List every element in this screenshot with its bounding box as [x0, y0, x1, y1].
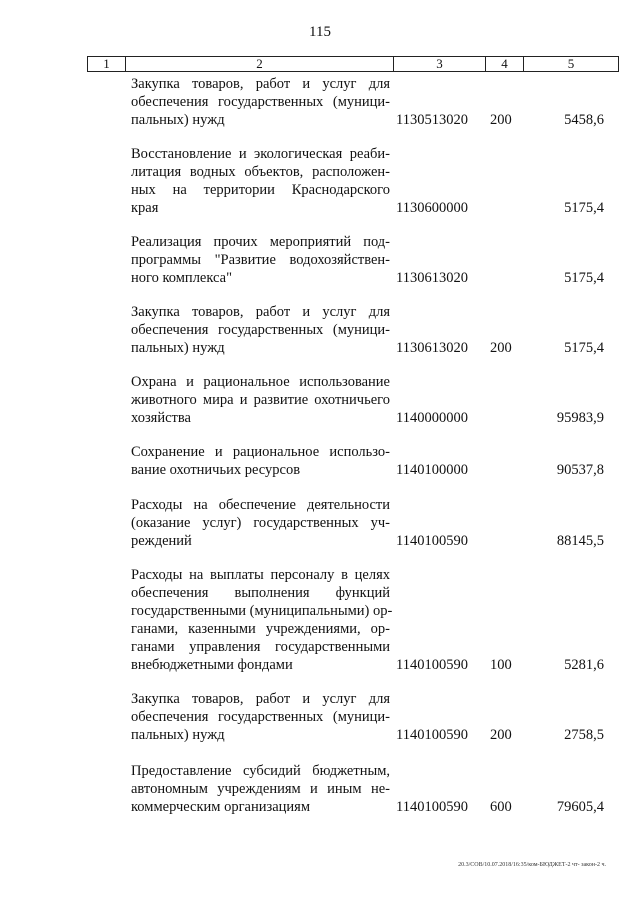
column-header-2: 2: [126, 57, 394, 71]
row-amount: 5175,4: [564, 270, 604, 286]
description-line: Охрана и рациональное использование: [131, 374, 390, 390]
row-amount: 5458,6: [564, 112, 604, 128]
description-line: ных на территории Краснодарского: [131, 182, 390, 198]
table-header: [87, 56, 619, 72]
row-expense-type: 200: [490, 727, 512, 743]
row-code: 1140100590: [396, 799, 468, 815]
description-line: пальных) нужд: [131, 112, 225, 128]
description-line: животного мира и развитие охотничьего: [131, 392, 390, 408]
column-header-5: 5: [567, 56, 575, 71]
row-expense-type: 200: [490, 340, 512, 356]
row-code: 1140100590: [396, 657, 468, 673]
row-amount: 2758,5: [564, 727, 604, 743]
row-code: 1140100590: [396, 533, 468, 549]
row-expense-type: 100: [490, 657, 512, 673]
footer-stamp: 20.3/СОВ/10.07.2018/16:35/ком-БЮДЖЕТ-2 чт- закон-2 ч.: [458, 862, 606, 868]
column-header-4: 4: [486, 57, 524, 71]
row-description: [131, 75, 390, 129]
row-amount: 88145,5: [556, 533, 604, 549]
description-line: государственными (муниципальными) ор-: [131, 603, 393, 619]
row-amount: 79605,4: [556, 799, 604, 815]
description-line: программы "Развитие водохозяйствен-: [131, 252, 390, 268]
description-line: пальных) нужд: [131, 340, 225, 356]
row-amount: 90537,8: [556, 462, 604, 478]
row-expense-type: 600: [490, 799, 512, 815]
description-line: пальных) нужд: [131, 727, 225, 743]
description-line: Закупка товаров, работ и услуг для: [131, 76, 390, 92]
row-description: [131, 303, 390, 357]
description-line: Закупка товаров, работ и услуг для: [131, 304, 390, 320]
row-code: 1130513020: [396, 112, 468, 128]
description-line: внебюджетными фондами: [131, 657, 293, 673]
row-description: [131, 566, 393, 674]
column-header-3: 3: [394, 57, 486, 71]
description-line: обеспечения государственных (муници-: [131, 94, 390, 110]
row-description: [131, 443, 390, 479]
row-description: [131, 145, 390, 217]
row-expense-type: 200: [490, 112, 512, 128]
row-code: 1140100000: [396, 462, 468, 478]
description-line: обеспечения государственных (муници-: [131, 709, 390, 725]
row-code: 1130600000: [396, 200, 468, 216]
description-line: края: [131, 200, 159, 216]
description-line: Сохранение и рациональное использо-: [131, 444, 390, 460]
description-line: Расходы на выплаты персоналу в целях: [131, 567, 390, 583]
row-description: [131, 690, 390, 744]
description-line: Реализация прочих мероприятий под-: [131, 234, 390, 250]
row-amount: 95983,9: [556, 410, 604, 426]
description-line: Расходы на обеспечение деятельности: [131, 497, 390, 513]
row-description: [131, 373, 390, 427]
description-line: Закупка товаров, работ и услуг для: [131, 691, 390, 707]
row-amount: 5175,4: [564, 200, 604, 216]
description-line: обеспечения выполнения функций: [131, 585, 390, 601]
row-amount: 5281,6: [564, 657, 604, 673]
description-line: вание охотничьих ресурсов: [131, 462, 301, 478]
row-code: 1140100590: [396, 727, 468, 743]
row-code: 1140000000: [396, 410, 468, 426]
description-line: литация водных объектов, расположен-: [131, 164, 390, 180]
description-line: хозяйства: [131, 410, 191, 426]
description-line: Предоставление субсидий бюджетным,: [131, 763, 390, 779]
description-line: (оказание услуг) государственных уч-: [131, 515, 390, 531]
page-number: 115: [309, 24, 331, 40]
description-line: ганами, казенными учреждениями, ор-: [131, 621, 390, 637]
description-line: ганами управления государственными: [131, 639, 390, 655]
description-line: коммерческим организациям: [131, 799, 311, 815]
description-line: ного комплекса": [131, 270, 233, 286]
description-line: реждений: [131, 533, 192, 549]
row-code: 1130613020: [396, 340, 468, 356]
row-code: 1130613020: [396, 270, 468, 286]
row-description: [131, 496, 390, 550]
row-description: [131, 233, 390, 287]
row-amount: 5175,4: [564, 340, 604, 356]
description-line: автономным учреждениям и иным не-: [131, 781, 390, 797]
description-line: Восстановление и экологическая реаби-: [131, 146, 390, 162]
description-line: обеспечения государственных (муници-: [131, 322, 390, 338]
column-header-1: 1: [88, 57, 126, 71]
row-description: [131, 762, 390, 816]
